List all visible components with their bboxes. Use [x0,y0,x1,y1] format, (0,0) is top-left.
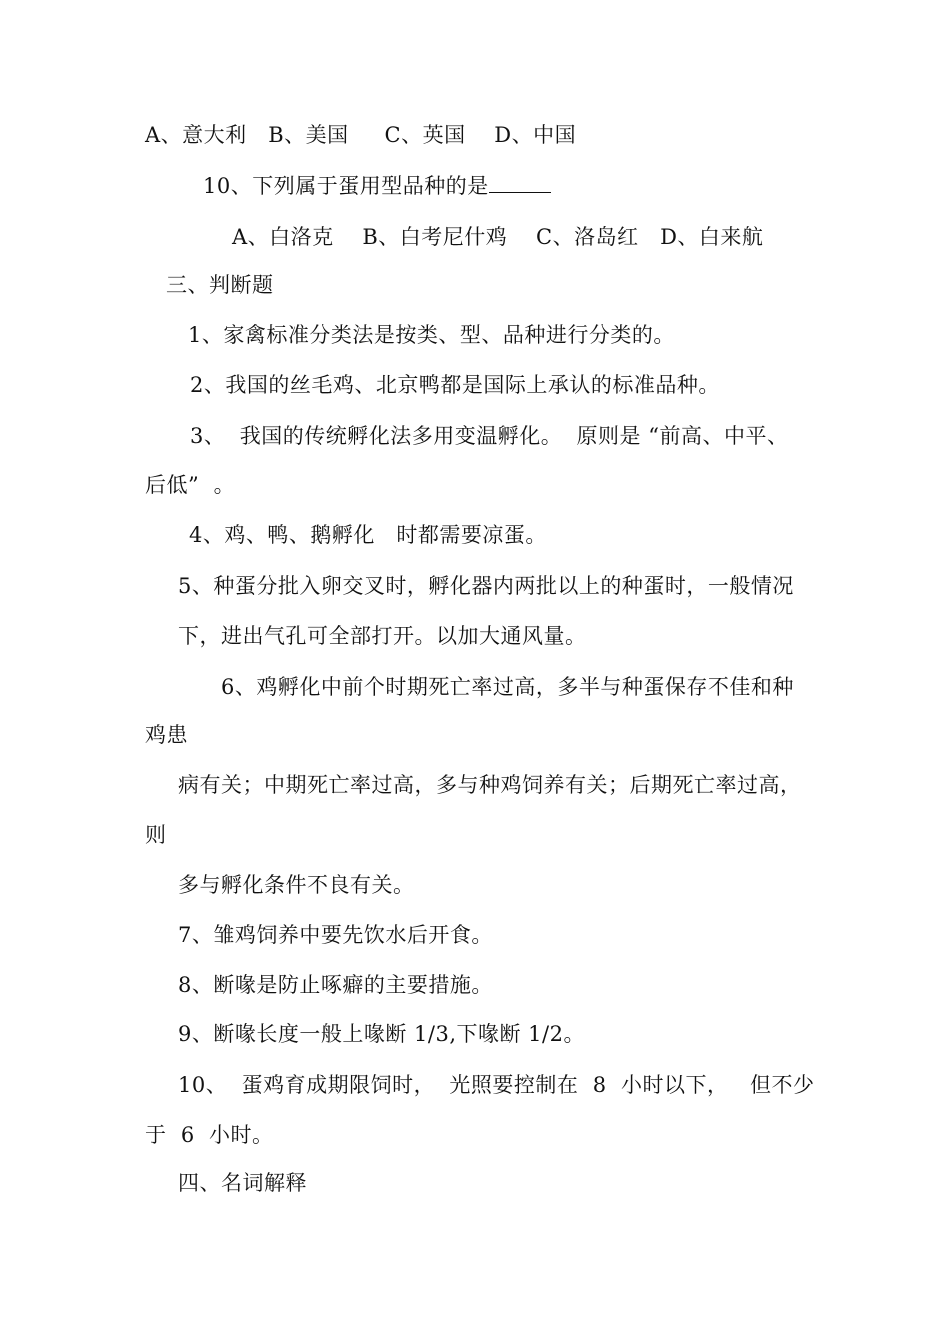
judgment-item-5-cont: 下，进出气孔可全部打开。以加大通风量。 [178,624,587,648]
section-4-heading: 四、名词解释 [178,1171,307,1195]
judgment-item-1: 1、家禽标准分类法是按类、型、品种进行分类的。 [188,323,675,347]
judgment-item-4: 4、鸡、鸭、鹅孵化 时都需要凉蛋。 [189,523,547,547]
q9-options: A、意大利 B、美国 C、英国 D、中国 [145,123,577,147]
judgment-item-6: 6、鸡孵化中前个时期死亡率过高，多半与种蛋保存不佳和种 [221,675,794,699]
q10-stem: 10、下列属于蛋用型品种的是 [203,174,489,198]
judgment-item-10: 10、 蛋鸡育成期限饲时， 光照要控制在 8 小时以下， 但不少 [178,1073,815,1097]
judgment-item-3: 3、 我国的传统孵化法多用变温孵化。 原则是 “前高、中平、 [190,424,789,448]
judgment-item-6-cont-a: 鸡患 [145,723,188,747]
judgment-item-6-cont-c: 则 [145,823,167,847]
answer-blank [489,174,551,193]
judgment-item-3-cont: 后低” 。 [145,473,236,497]
q10-options: A、白洛克 B、白考尼什鸡 C、洛岛红 D、白来航 [232,225,764,249]
judgment-item-2: 2、我国的丝毛鸡、北京鸭都是国际上承认的标准品种。 [190,373,720,397]
judgment-item-10-cont: 于 6 小时。 [145,1123,274,1147]
section-3-heading: 三、判断题 [166,273,274,297]
judgment-item-7: 7、雏鸡饲养中要先饮水后开食。 [178,923,493,947]
q10-question [203,173,551,199]
judgment-item-6-cont-d: 多与孵化条件不良有关。 [178,873,415,897]
judgment-item-8: 8、断喙是防止啄癖的主要措施。 [178,973,493,997]
judgment-item-6-cont-b: 病有关；中期死亡率过高，多与种鸡饲养有关；后期死亡率过高， [178,773,802,797]
judgment-item-5: 5、种蛋分批入卵交叉时，孵化器内两批以上的种蛋时，一般情况 [178,574,794,598]
judgment-item-9: 9、断喙长度一般上喙断 1/3,下喙断 1/2。 [178,1022,585,1046]
